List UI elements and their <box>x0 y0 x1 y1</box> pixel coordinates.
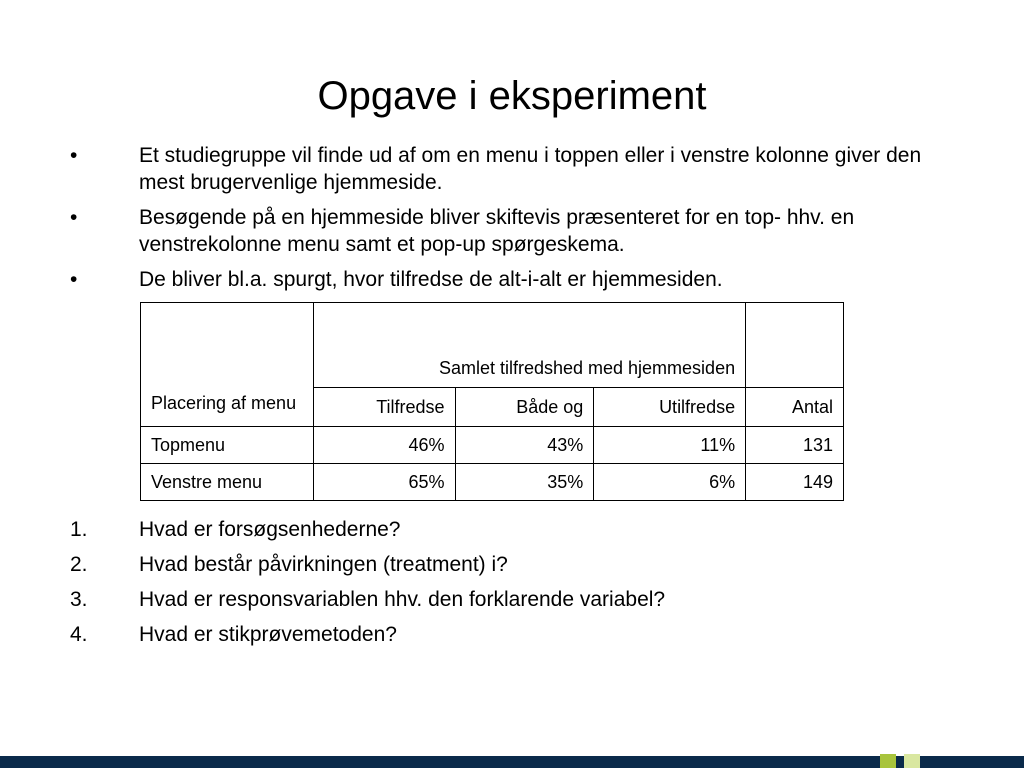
number-marker: 2. <box>70 553 88 576</box>
question-text: Hvad er stikprøvemetoden? <box>139 623 397 646</box>
question-text: Hvad er responsvariablen hhv. den forklarende variabel? <box>139 588 666 611</box>
footer-bar <box>0 756 1024 768</box>
question-text: Hvad er forsøgsenhederne? <box>139 518 401 541</box>
bullet-marker: • <box>70 268 78 291</box>
table-row <box>141 464 844 501</box>
bullet-text: De bliver bl.a. spurgt, hvor tilfredse de alt-i-alt er hjemmesiden. <box>139 268 723 291</box>
bullet-list <box>70 142 950 301</box>
bullet-marker: • <box>70 144 78 167</box>
question-text: Hvad består påvirkningen (treatment) i? <box>139 553 508 576</box>
table-cell: 46% <box>313 427 455 464</box>
list-item <box>70 516 950 543</box>
question-list <box>70 516 950 656</box>
table-row <box>141 427 844 464</box>
list-item <box>70 586 950 613</box>
table-group-header: Samlet tilfredshed med hjemmesiden <box>313 303 745 388</box>
number-marker: 3. <box>70 588 88 611</box>
footer-accent-square <box>904 754 920 768</box>
column-header: Tilfredse <box>313 388 455 427</box>
table-cell: 6% <box>594 464 746 501</box>
table-empty-cell <box>746 303 844 388</box>
table-header-row <box>141 303 844 388</box>
column-header: Både og <box>455 388 594 427</box>
list-item <box>70 621 950 648</box>
bullet-text: Et studiegruppe vil finde ud af om en menu i toppen eller i venstre kolonne giver den mest brugervenlige hjemmeside. <box>139 144 922 194</box>
list-item <box>70 266 950 293</box>
table-cell: 65% <box>313 464 455 501</box>
list-item <box>70 204 950 258</box>
number-marker: 1. <box>70 518 88 541</box>
row-label: Venstre menu <box>141 464 314 501</box>
table-cell: 35% <box>455 464 594 501</box>
table-corner-header: Placering af menu <box>141 303 314 427</box>
column-header: Utilfredse <box>594 388 746 427</box>
number-marker: 4. <box>70 623 88 646</box>
table-cell: 131 <box>746 427 844 464</box>
table-cell: 43% <box>455 427 594 464</box>
list-item <box>70 142 950 196</box>
slide-title: Opgave i eksperiment <box>317 74 707 118</box>
column-header: Antal <box>746 388 844 427</box>
table-cell: 149 <box>746 464 844 501</box>
bullet-text: Besøgende på en hjemmeside bliver skiftevis præsenteret for en top- hhv. en venstrekolonne menu samt et pop-up spørgeskema. <box>139 206 855 256</box>
bullet-marker: • <box>70 206 78 229</box>
table-cell: 11% <box>594 427 746 464</box>
footer-accent-square <box>880 754 896 768</box>
satisfaction-table <box>140 302 844 501</box>
row-label: Topmenu <box>141 427 314 464</box>
list-item <box>70 551 950 578</box>
